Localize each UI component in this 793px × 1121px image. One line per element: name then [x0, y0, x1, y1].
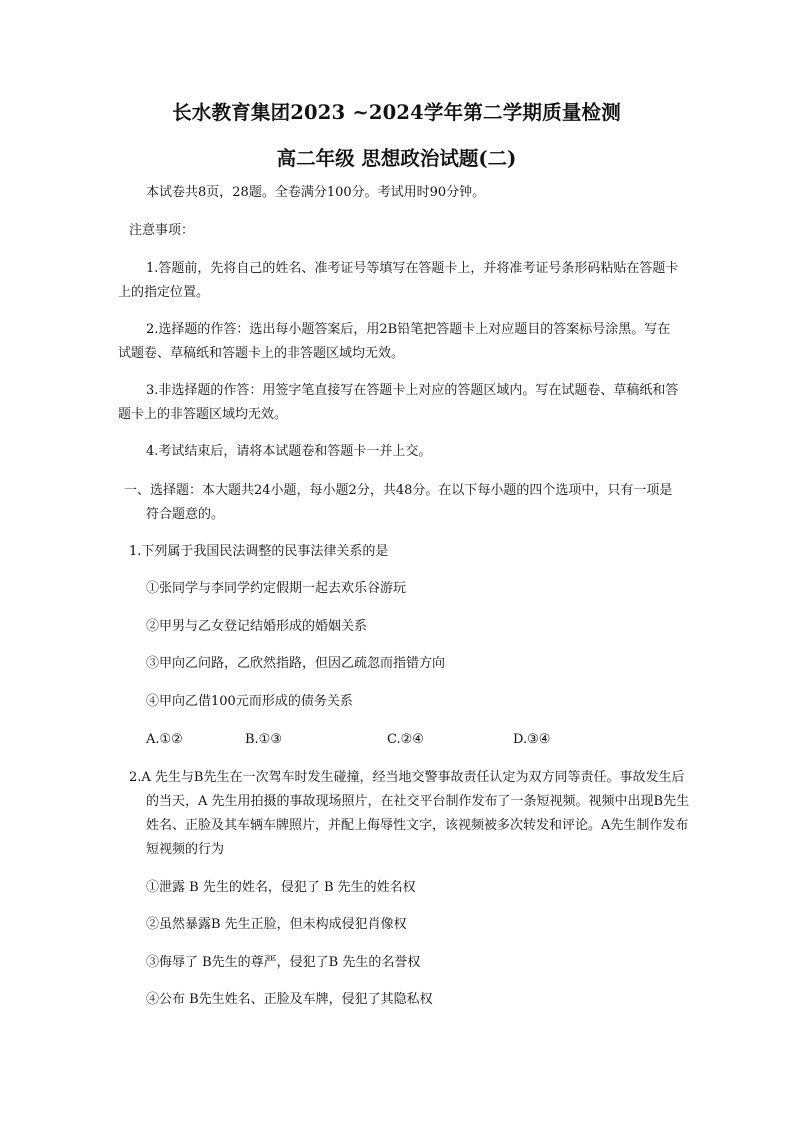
note-4: 4.考试结束后，请将本试题卷和答题卡一并上交。 [146, 444, 432, 459]
note-1-line-1: 1.答题前，先将自己的姓名、准考证号等填写在答题卡上，并将准考证号条形码粘贴在答题卡 [146, 261, 679, 276]
question-1-item-2: ②甲男与乙女登记结婚形成的婚姻关系 [146, 619, 368, 634]
question-2-stem-line-3: 姓名、正脸及其车辆车牌照片，并配上侮辱性文字，该视频被多次转发和评论。A先生制作发布 [146, 818, 689, 833]
question-2-item-1: ①泄露 B 先生的姓名，侵犯了 B 先生的姓名权 [146, 880, 416, 895]
note-2-line-2: 试题卷、草稿纸和答题卡上的非答题区域均无效。 [118, 346, 405, 361]
question-2-stem-line-2: 的当天，A 先生用拍摄的事故现场照片，在社交平台制作发布了一条短视频。视频中出现B先生 [146, 794, 690, 809]
question-2-item-2: ②虽然暴露B 先生正脸，但未构成侵犯肖像权 [146, 917, 407, 932]
question-1-choice-b: B.①③ [245, 732, 282, 747]
notes-heading: 注意事项： [129, 223, 195, 238]
question-2-item-4: ④公布 B先生姓名、正脸及车牌，侵犯了其隐私权 [146, 992, 433, 1007]
note-3-line-1: 3.非选择题的作答：用签字笔直接写在答题卡上对应的答题区域内。写在试题卷、草稿纸和答 [146, 383, 679, 398]
question-1-item-4: ④甲向乙借100元而形成的债务关系 [146, 694, 353, 709]
exam-subtitle: 高二年级 思想政治试题(二) [276, 147, 517, 170]
question-1-choice-c: C.②④ [387, 732, 424, 747]
question-1-item-1: ①张同学与李同学约定假期一起去欢乐谷游玩 [146, 581, 407, 596]
note-3-line-2: 题卡上的非答题区域均无效。 [118, 407, 288, 422]
note-1-line-2: 上的指定位置。 [118, 285, 210, 300]
question-1-stem: 1.下列属于我国民法调整的民事法律关系的是 [129, 544, 389, 559]
question-1-choice-d: D.③④ [513, 732, 551, 747]
question-2-stem-line-1: 2.A 先生与B先生在一次驾车时发生碰撞，经当地交警事故责任认定为双方同等责任。事故发生后 [129, 770, 685, 785]
question-2-stem-line-4: 短视频的行为 [146, 842, 225, 857]
exam-info: 本试卷共8页，28题。全卷满分100分。考试用时90分钟。 [146, 185, 486, 200]
question-1-choice-a: A.①② [146, 732, 183, 747]
note-2-line-1: 2.选择题的作答：选出每小题答案后，用2B铅笔把答题卡上对应题目的答案标号涂黑。写在 [146, 322, 671, 337]
exam-title: 长水教育集团2023 ~2024学年第二学期质量检测 [172, 101, 621, 124]
question-2-item-3: ③侮辱了 B先生的尊严，侵犯了B 先生的名誉权 [146, 955, 421, 970]
section-1-line-2: 符合题意的。 [146, 507, 225, 522]
question-1-item-3: ③甲向乙问路，乙欣然指路，但因乙疏忽而指错方向 [146, 656, 446, 671]
section-1-line-1: 一、选择题：本大题共24小题，每小题2分，共48分。在以下每小题的四个选项中，只有一项是 [124, 483, 673, 498]
